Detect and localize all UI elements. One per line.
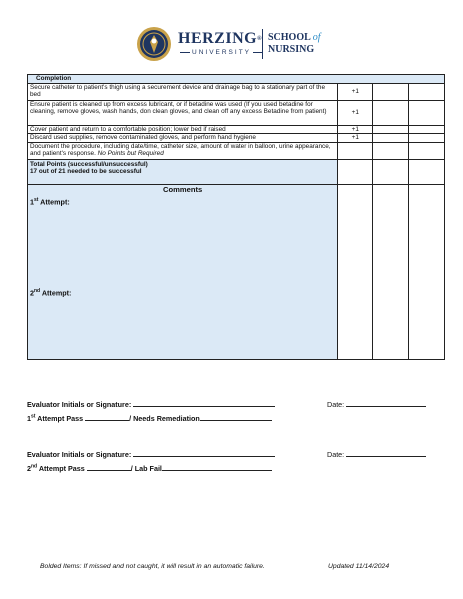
table-row — [28, 142, 445, 159]
check-cell[interactable] — [408, 134, 444, 143]
school-name — [268, 32, 321, 56]
step-points: +1 — [338, 134, 373, 143]
school-of: of — [312, 32, 321, 43]
check-cell[interactable] — [373, 134, 408, 143]
date-line-2 — [327, 449, 426, 459]
check-cell[interactable] — [373, 142, 408, 159]
university-seal-icon — [136, 26, 172, 62]
logo-divider — [262, 29, 263, 59]
table-row — [28, 83, 445, 100]
total-label: Total Points (successful/unsuccessful) — [30, 160, 148, 168]
step-text: Ensure patient is cleaned up from excess lubricant, or if betadine was used (If you used betadine for cleaning, remove gloves, wash hands, don clean gloves, and clean off any excess Betadine from patient) — [28, 100, 338, 125]
header-logo — [136, 26, 336, 66]
check-cell[interactable] — [408, 83, 444, 100]
checklist-table — [27, 74, 445, 360]
signature-field[interactable] — [133, 399, 275, 407]
check-cell[interactable] — [373, 83, 408, 100]
comment-score-cell[interactable] — [408, 184, 444, 359]
step-note: No Points but Required — [97, 150, 164, 158]
check-cell[interactable] — [408, 142, 444, 159]
check-cell[interactable] — [408, 100, 444, 125]
first-attempt-result: 1st Attempt Pass / Needs Remediation — [27, 413, 272, 423]
total-points-cell[interactable] — [408, 159, 444, 184]
comments-cell[interactable] — [28, 184, 338, 359]
evaluator-label: Evaluator Initials or Signature: — [27, 400, 132, 409]
section-title: Completion — [28, 75, 445, 84]
step-points — [338, 142, 373, 159]
check-cell[interactable] — [408, 125, 444, 134]
comment-score-cell[interactable] — [373, 184, 408, 359]
table-row — [28, 100, 445, 125]
total-cell — [28, 159, 338, 184]
section-header-row — [28, 75, 445, 84]
university-name: HERZING — [178, 30, 258, 47]
date-line-1 — [327, 399, 426, 409]
evaluator-signature-2 — [27, 449, 275, 459]
total-points-cell[interactable] — [338, 159, 373, 184]
evaluator-signature-1 — [27, 399, 275, 409]
table-row — [28, 134, 445, 143]
step-text: Document the procedure, including date/time, catheter size, amount of water in balloon, urine appearance, and patient's response. — [30, 142, 331, 158]
date-label: Date: — [327, 450, 345, 459]
check-cell[interactable] — [373, 125, 408, 134]
school-line2: NURSING — [268, 44, 315, 55]
step-text: Cover patient and return to a comfortable position; lower bed if raised — [28, 125, 338, 134]
check-cell[interactable] — [373, 100, 408, 125]
step-points: +1 — [338, 125, 373, 134]
evaluator-label: Evaluator Initials or Signature: — [27, 450, 132, 459]
total-threshold: 17 out of 21 needed to be successful — [30, 168, 142, 176]
step-text-cell — [28, 142, 338, 159]
trademark: ® — [257, 36, 263, 42]
university-sub: UNIVERSITY — [192, 49, 252, 56]
brand-wordmark — [178, 31, 265, 56]
needs-remediation-label: / Needs Remediation — [129, 414, 200, 423]
school-line1: SCHOOL — [268, 32, 311, 43]
total-row — [28, 159, 445, 184]
first-attempt-label: 1st Attempt: — [30, 196, 70, 207]
table-row — [28, 125, 445, 134]
step-text: Discard used supplies, remove contaminated gloves, and perform hand hygiene — [28, 134, 338, 143]
lab-fail-label: / Lab Fail — [130, 464, 162, 473]
footer-updated: Updated 11/14/2024 — [328, 563, 390, 570]
total-points-cell[interactable] — [373, 159, 408, 184]
pass-field[interactable] — [87, 463, 131, 471]
remediation-field[interactable] — [200, 413, 272, 421]
date-field[interactable] — [346, 449, 426, 457]
step-text: Secure catheter to patient's thigh using a securement device and drainage bag to a stationary part of the bed — [28, 83, 338, 100]
signature-field[interactable] — [133, 449, 275, 457]
comments-row — [28, 184, 445, 359]
date-field[interactable] — [346, 399, 426, 407]
lab-fail-field[interactable] — [162, 463, 272, 471]
step-points: +1 — [338, 100, 373, 125]
date-label: Date: — [327, 400, 345, 409]
footer-note: Bolded Items: If missed and not caught, it will result in an automatic failure. — [40, 563, 265, 570]
second-attempt-label: 2nd Attempt: — [30, 287, 72, 298]
second-attempt-result: 2nd Attempt Pass / Lab Fail — [27, 463, 272, 473]
step-points: +1 — [338, 83, 373, 100]
pass-field[interactable] — [85, 413, 129, 421]
comment-score-cell[interactable] — [338, 184, 373, 359]
comments-title: Comments — [162, 184, 203, 194]
